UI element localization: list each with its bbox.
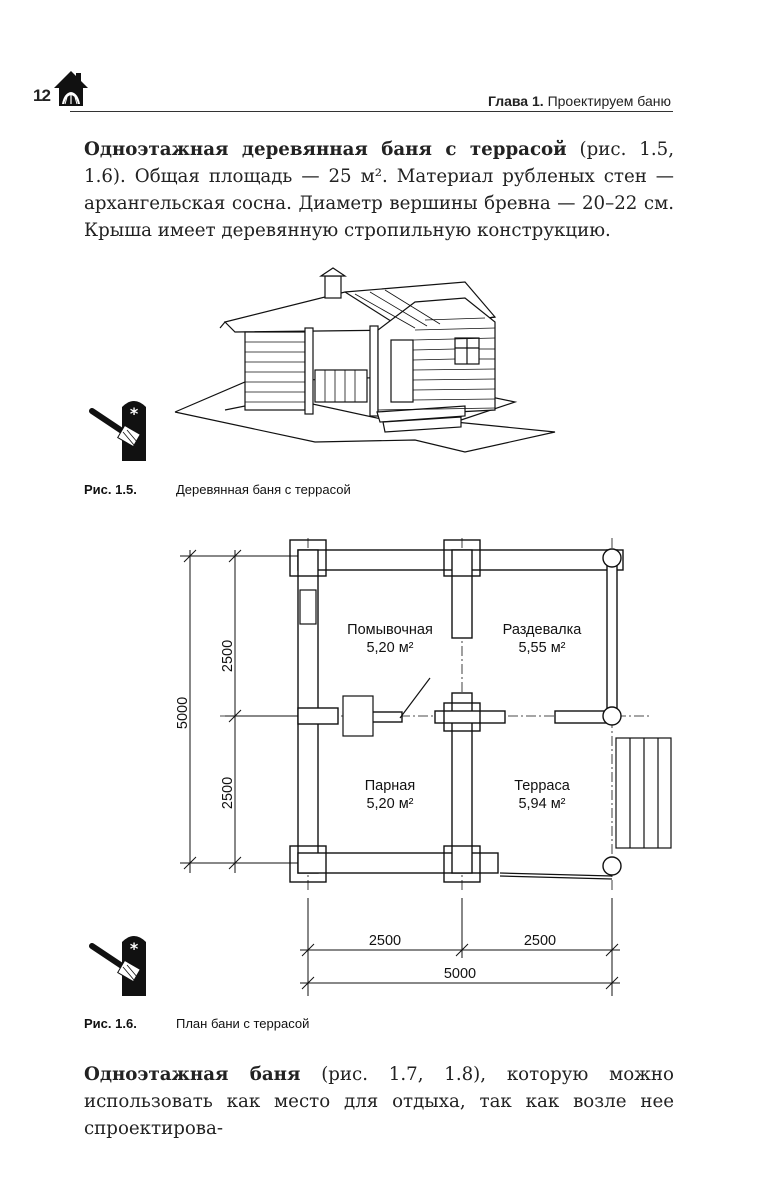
room-2-area: 5,55 м² xyxy=(518,640,566,656)
outro-text: (рис. 1.7, 1.8), которую можно использовать как место для отдыха, так как возле нее спроектирова- xyxy=(84,1064,674,1139)
dim-bottom-right: 2500 xyxy=(523,933,557,949)
figure-2-title: План бани с террасой xyxy=(176,1016,310,1031)
chapter-label: Глава 1. xyxy=(487,93,544,109)
floor-plan-diagram xyxy=(160,528,680,1008)
figure-1-caption xyxy=(84,482,351,497)
intro-bold-lead: Одноэтажная деревянная баня с террасой xyxy=(84,139,567,160)
intro-paragraph xyxy=(84,136,674,244)
room-3-name: Парная xyxy=(364,778,416,794)
figure-1-number: Рис. 1.5. xyxy=(84,482,137,497)
running-head xyxy=(488,93,671,109)
dim-bottom-left: 2500 xyxy=(368,933,402,949)
header-rule xyxy=(70,111,673,112)
svg-text:*: * xyxy=(129,939,139,958)
figure-1-title: Деревянная баня с террасой xyxy=(176,482,351,497)
brush-tool-icon xyxy=(88,930,158,1000)
figure-2-number: Рис. 1.6. xyxy=(84,1016,137,1031)
chapter-title: Проектируем баню xyxy=(547,93,671,109)
page-number: 12 xyxy=(33,86,50,105)
room-1-name: Помывочная xyxy=(347,622,433,638)
intro-text: (рис. 1.5, 1.6). Общая площадь — 25 м². Материал рубленых стен — архангельская сосна. Диаметр вершины бревна — 20–22 см. Крыша имеет деревянную стропильную конструкцию. xyxy=(84,139,674,241)
house-logo-icon xyxy=(50,68,92,108)
room-3-area: 5,20 м² xyxy=(366,796,414,812)
dim-left-total: 5000 xyxy=(175,696,191,730)
bathhouse-illustration xyxy=(165,262,585,462)
room-2-name: Раздевалка xyxy=(502,622,582,638)
dim-left-bottom: 2500 xyxy=(220,776,236,810)
figure-2-caption xyxy=(84,1016,309,1031)
svg-text:*: * xyxy=(129,404,139,423)
room-4-name: Терраса xyxy=(514,778,570,794)
dim-bottom-total: 5000 xyxy=(443,966,477,982)
room-1-area: 5,20 м² xyxy=(366,640,414,656)
outro-paragraph xyxy=(84,1061,674,1142)
dim-left-top: 2500 xyxy=(220,639,236,673)
outro-bold-lead: Одноэтажная баня xyxy=(84,1064,301,1085)
brush-tool-icon xyxy=(88,395,158,465)
room-4-area: 5,94 м² xyxy=(518,796,566,812)
